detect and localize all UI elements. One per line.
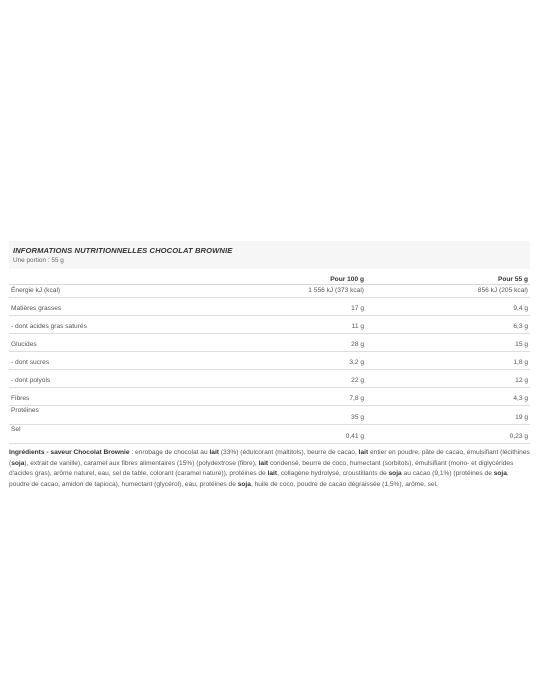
ingredient-highlight: soja xyxy=(11,459,25,467)
row-value-per55: 856 kJ (205 kcal) xyxy=(366,285,530,298)
row-label: Énergie kJ (kcal) xyxy=(9,285,184,298)
row-value-per100: 35 g xyxy=(184,406,366,425)
table-row xyxy=(9,352,530,370)
ingredient-highlight: lait xyxy=(267,470,278,477)
ingredient-text: , huile de coco, poudre de cacao dégraissée (1,5%), arôme, sel. xyxy=(250,480,438,488)
ingredient-highlight: soja xyxy=(493,470,507,477)
column-header-per55: Pour 55 g xyxy=(366,269,530,285)
row-value-per55: 12 g xyxy=(366,370,530,388)
nutrition-table-body xyxy=(9,285,530,444)
table-row xyxy=(9,370,530,388)
table-row xyxy=(9,406,530,425)
nutrition-panel xyxy=(9,241,530,490)
ingredients-text xyxy=(9,448,530,490)
ingredient-text: ), extrait de vanille), caramel aux fibres alimentaires (15%) (polydextrose (fibre), xyxy=(24,459,259,467)
ingredient-text: , collagène hydrolysé, croustillants de xyxy=(277,470,389,477)
ingredient-text: entier en poudre, pâte de cacao, émulsifiant (lécithines ( xyxy=(9,449,530,467)
ingredient-highlight: Ingrédients - saveur Chocolat Brownie xyxy=(9,449,130,456)
table-row xyxy=(9,388,530,406)
row-value-per100: 22 g xyxy=(184,370,366,388)
row-label: Fibres xyxy=(9,388,184,406)
row-value-per100: 11 g xyxy=(184,316,366,334)
row-value-per55: 4,3 g xyxy=(366,388,530,406)
portion-size: Une portion : 55 g xyxy=(13,257,64,264)
nutrition-header xyxy=(9,241,530,269)
column-header-label xyxy=(9,269,184,285)
table-row xyxy=(9,334,530,352)
ingredient-highlight: soja xyxy=(237,480,251,488)
ingredient-highlight: lait xyxy=(209,449,219,456)
table-header-row xyxy=(9,269,530,285)
row-label: Glucides xyxy=(9,334,184,352)
ingredient-text: au cacao (9,1%) (protéines de xyxy=(401,470,494,477)
row-value-per55: 9,4 g xyxy=(366,298,530,316)
row-label: - dont sucres xyxy=(9,352,184,370)
row-label: - dont polyols xyxy=(9,370,184,388)
ingredient-highlight: soja xyxy=(388,470,402,477)
row-label: - dont acides gras saturés xyxy=(9,316,184,334)
ingredient-highlight: lait xyxy=(358,449,369,456)
row-value-per55: 6,3 g xyxy=(366,316,530,334)
row-value-per55: 0,23 g xyxy=(366,425,530,444)
ingredient-text: , poudre de cacao, amidon de tapioca), humectant (glycérol), eau, protéines de xyxy=(9,470,509,488)
ingredient-highlight: lait xyxy=(258,459,269,467)
row-value-per100: 17 g xyxy=(184,298,366,316)
row-label: Protéines xyxy=(9,406,184,425)
row-value-per55: 15 g xyxy=(366,334,530,352)
row-label: Matières grasses xyxy=(9,298,184,316)
column-header-per100: Pour 100 g xyxy=(184,269,366,285)
row-value-per100: 1 556 kJ (373 kcal) xyxy=(184,285,366,298)
table-row xyxy=(9,425,530,444)
table-row xyxy=(9,316,530,334)
row-value-per100: 0,41 g xyxy=(184,425,366,444)
row-value-per100: 28 g xyxy=(184,334,366,352)
nutrition-title: INFORMATIONS NUTRITIONNELLES CHOCOLAT BROWNIE xyxy=(13,246,233,255)
row-value-per55: 1,8 g xyxy=(366,352,530,370)
table-row xyxy=(9,298,530,316)
ingredient-text: : enrobage de chocolat au xyxy=(129,449,210,456)
row-value-per100: 7,8 g xyxy=(184,388,366,406)
nutrition-table xyxy=(9,269,530,444)
ingredient-text: condensé, beurre de coco, humectant (sorbitols), émulsifiant (mono- et diglycérides d'acides gras), arôme naturel, eau, sel de table, colorant (caramel nature)), protéines de xyxy=(9,459,514,477)
table-row xyxy=(9,285,530,298)
row-value-per55: 19 g xyxy=(366,406,530,425)
ingredient-text: (33%) (édulcorant (maltitols), beurre de cacao, xyxy=(219,449,359,456)
row-value-per100: 3,2 g xyxy=(184,352,366,370)
row-label: Sel xyxy=(9,425,184,444)
